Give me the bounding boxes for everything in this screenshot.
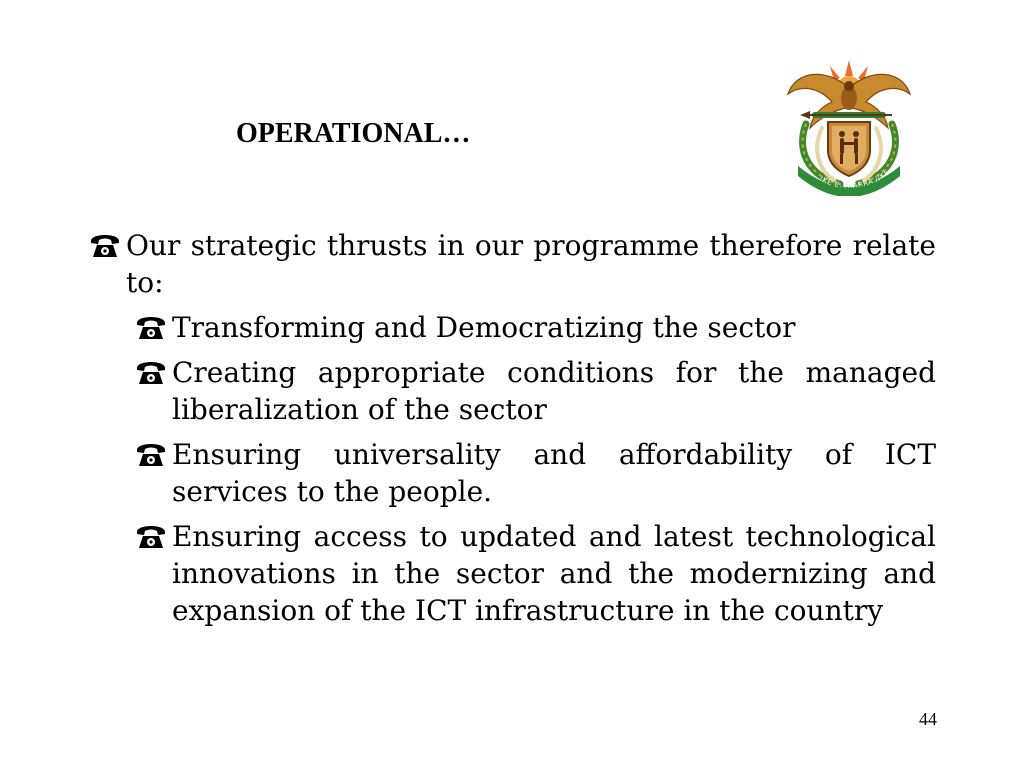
telephone-icon xyxy=(88,229,122,259)
sub-bullet-item xyxy=(172,309,936,346)
bullet-text: Creating appropriate conditions for the managed liberalization of the sector xyxy=(172,356,936,426)
telephone-icon xyxy=(134,520,168,550)
slide-title: OPERATIONAL… xyxy=(236,118,471,149)
sub-bullet-item xyxy=(172,436,936,510)
bullet-text: Our strategic thrusts in our programme therefore relate to: xyxy=(126,229,936,299)
bullet-text: Ensuring universality and affordability of ICT services to the people. xyxy=(172,438,936,508)
sub-bullet-item xyxy=(172,354,936,428)
telephone-icon xyxy=(134,438,168,468)
coat-of-arms-logo xyxy=(782,58,916,196)
bullet-item xyxy=(126,227,936,301)
sub-bullet-item xyxy=(172,518,936,629)
page-number: 44 xyxy=(919,709,937,729)
bullet-text: Ensuring access to updated and latest technological innovations in the sector and the modernizing and expansion of the ICT infrastructure in the country xyxy=(172,520,936,627)
telephone-icon xyxy=(134,311,168,341)
bullet-text: Transforming and Democratizing the sector xyxy=(172,311,796,344)
svg-text:!KE E: /XARRA //KE: !KE E: /XARRA //KE xyxy=(817,168,892,191)
telephone-icon xyxy=(134,356,168,386)
